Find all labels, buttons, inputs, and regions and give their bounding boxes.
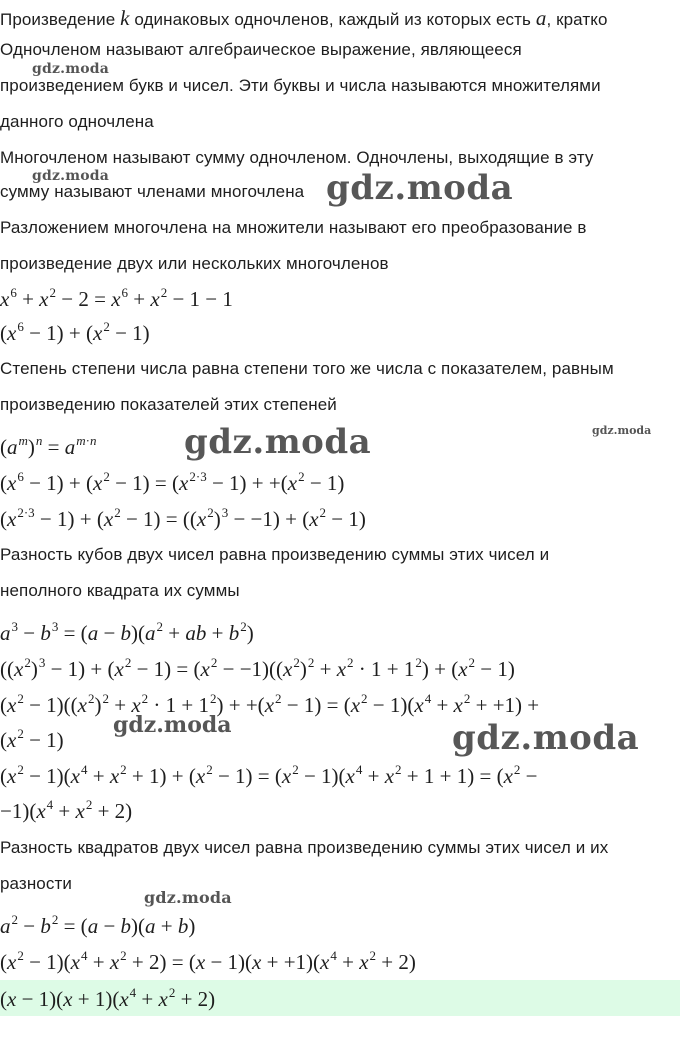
- math-line: $(a^m)^n = a^{m\cdot n}$: [0, 433, 97, 459]
- math-line: $((x^2)^3 - 1) + (x^2 - 1) = (x^2 - -1)((x^2)^2 + x^2 \cdot 1 + 1^2) + (x^2 - 1)$: [0, 655, 515, 681]
- watermark-logo: gdz.moda: [592, 424, 652, 437]
- math-line: $(x^2 - 1)((x^2)^2 + x^2 \cdot 1 + 1^2) + +(x^2 - 1) = (x^2 - 1)(x^4 + x^2 + +1)$ +: [0, 691, 540, 717]
- text-line: Многочленом называют сумму одночленом. Одночлены, выходящие в эту: [0, 148, 594, 167]
- watermark-logo: gdz.moda: [184, 422, 372, 462]
- variable-a: a: [535, 6, 547, 30]
- text-line: произведению показателей этих степеней: [0, 395, 337, 414]
- text-line: Разность кубов двух чисел равна произведению суммы этих чисел и: [0, 545, 550, 564]
- watermark-logo: gdz.moda: [32, 61, 110, 77]
- math-line: $(x^6 - 1) + (x^2 - 1) = (x^{2\cdot 3} - 1) + +(x^2 - 1)$: [0, 469, 345, 495]
- math-line: $-1)(x^4 + x^2 + 2)$: [0, 797, 133, 823]
- math-line: $(x^2 - 1)(x^4 + x^2 + 2) = (x - 1)(x + +1)(x^4 + x^2 + 2)$: [0, 948, 416, 974]
- math-line: $a^2 - b^2 = (a - b)(a + b)$: [0, 912, 196, 938]
- math-line: $(x^{2\cdot 3} - 1) + (x^2 - 1) = ((x^2)^3 - -1) + (x^2 - 1)$: [0, 505, 366, 531]
- text-line: сумму называют членами многочлена: [0, 182, 305, 201]
- text-fragment: , кратко: [546, 10, 608, 29]
- math-line: $(x^2 - 1)$: [0, 726, 64, 752]
- text-line: разности: [0, 874, 72, 893]
- math-line: $x^6 + x^2 - 2 = x^6 + x^2 - 1 - 1$: [0, 285, 233, 311]
- text-line: Одночленом называют алгебраическое выражение, являющееся: [0, 40, 522, 59]
- watermark-logo: gdz.moda: [113, 712, 232, 738]
- watermark-logo: gdz.moda: [144, 888, 232, 907]
- definition-power-line: [0, 8, 680, 30]
- text-line: произведение двух или нескольких многочленов: [0, 254, 389, 273]
- watermark-logo: gdz.moda: [32, 168, 110, 184]
- text-fragment: одинаковых одночленов, каждый из которых есть: [129, 10, 536, 29]
- math-line: $a^3 - b^3 = (a - b)(a^2$ + ab + $b^2$): [0, 619, 254, 645]
- math-line: $(x^2 - 1)(x^4 + x^2 + 1) + (x^2 - 1) = (x^2 - 1)(x^4 + x^2 + 1 + 1) = (x^2$ −: [0, 762, 538, 788]
- variable-k: k: [120, 6, 130, 30]
- math-line: $(x^6 - 1) + (x^2 - 1)$: [0, 319, 150, 345]
- text-line: Разложением многочлена на множители называют его преобразование в: [0, 218, 587, 237]
- watermark-logo: gdz.moda: [326, 168, 514, 208]
- watermark-logo: gdz.moda: [452, 718, 640, 758]
- text-line: неполного квадрата их суммы: [0, 581, 240, 600]
- text-fragment: Произведение: [0, 10, 121, 29]
- final-answer: $(x - 1)(x + 1)(x^4 + x^2 + 2)$: [0, 980, 680, 1016]
- text-line: Степень степени числа равна степени того же числа с показателем, равным: [0, 359, 614, 378]
- text-line: произведением букв и чисел. Эти буквы и числа называются множителями: [0, 76, 601, 95]
- text-line: Разность квадратов двух чисел равна произведению суммы этих чисел и их: [0, 838, 609, 857]
- text-line: данного одночлена: [0, 112, 154, 131]
